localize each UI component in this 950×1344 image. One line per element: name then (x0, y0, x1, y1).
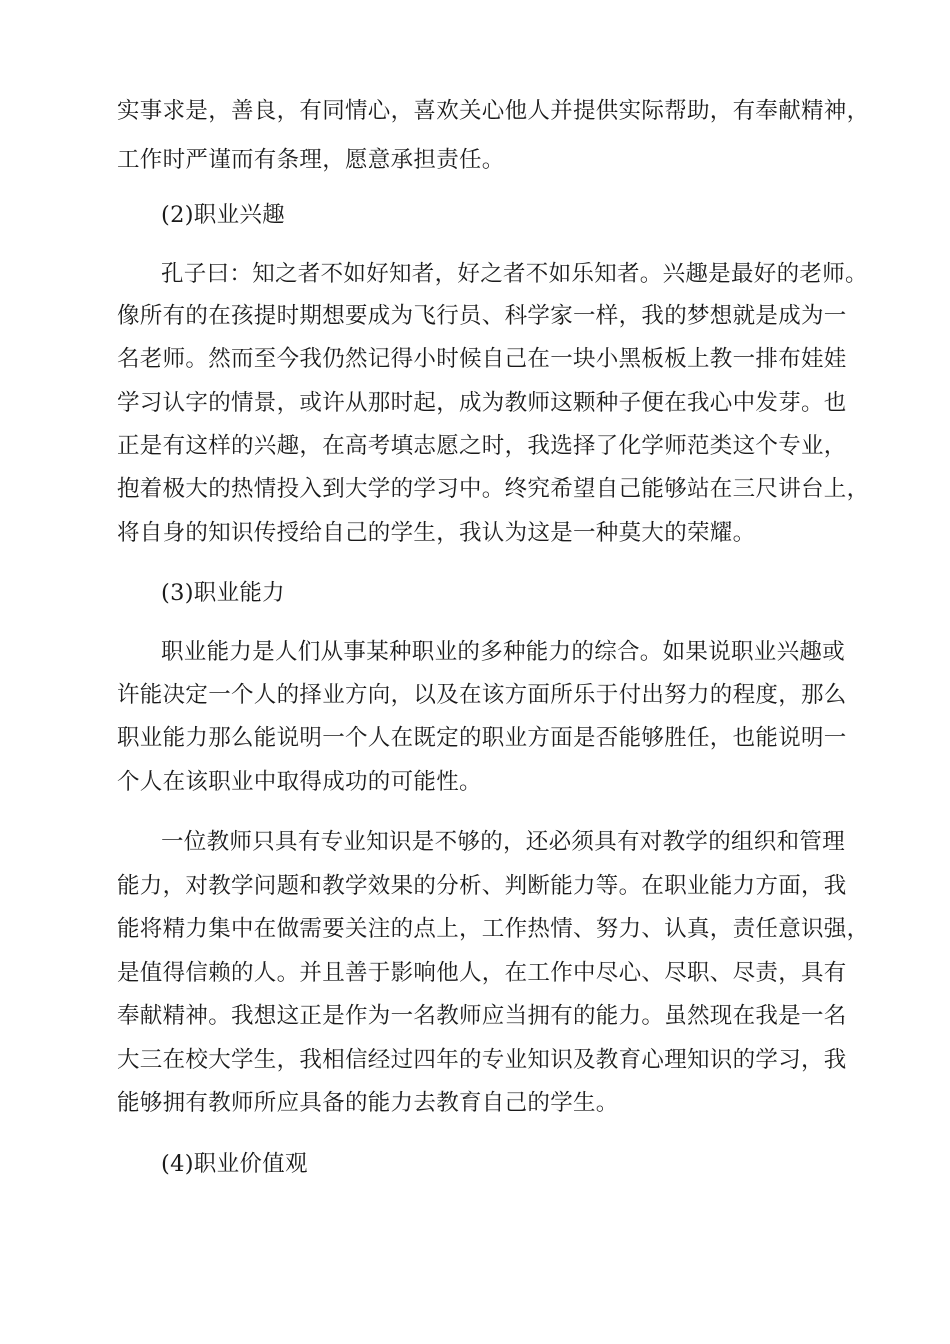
text-line: 工作时严谨而有条理，愿意承担责任。 (117, 147, 505, 173)
text-line: 抱着极大的热情投入到大学的学习中。终究希望自己能够站在三尺讲台上， (117, 476, 870, 502)
text-line: 名老师。然而至今我仍然记得小时候自己在一块小黑板板上教一排布娃娃 (117, 346, 847, 372)
text-line: 正是有这样的兴趣，在高考填志愿之时，我选择了化学师范类这个专业， (117, 433, 847, 459)
text-line: 学习认字的情景，或许从那时起，成为教师这颗种子便在我心中发芽。也 (117, 390, 847, 416)
text-line: 大三在校大学生，我相信经过四年的专业知识及教育心理知识的学习，我 (117, 1047, 847, 1073)
text-line: 职业能力那么能说明一个人在既定的职业方面是否能够胜任，也能说明一 (117, 725, 847, 751)
section-heading: (2)职业兴趣 (161, 202, 285, 228)
text-line: 是值得信赖的人。并且善于影响他人，在工作中尽心、尽职、尽责，具有 (117, 960, 847, 986)
text-line: 能够拥有教师所应具备的能力去教育自己的学生。 (117, 1090, 619, 1116)
text-line: 能力，对教学问题和教学效果的分析、判断能力等。在职业能力方面，我 (117, 873, 847, 899)
text-line: 像所有的在孩提时期想要成为飞行员、科学家一样，我的梦想就是成为一 (117, 303, 847, 329)
text-line: 孔子曰：知之者不如好知者，好之者不如乐知者。兴趣是最好的老师。 (161, 261, 868, 287)
section-heading: (3)职业能力 (161, 580, 285, 606)
text-line: 职业能力是人们从事某种职业的多种能力的综合。如果说职业兴趣或 (161, 639, 846, 665)
text-line: 许能决定一个人的择业方向，以及在该方面所乐于付出努力的程度，那么 (117, 682, 847, 708)
text-line: 实事求是，善良，有同情心，喜欢关心他人并提供实际帮助，有奉献精神， (117, 98, 870, 124)
text-line: 个人在该职业中取得成功的可能性。 (117, 769, 482, 795)
text-line: 奉献精神。我想这正是作为一名教师应当拥有的能力。虽然现在我是一名 (117, 1003, 847, 1029)
text-line: 能将精力集中在做需要关注的点上，工作热情、努力、认真，责任意识强， (117, 916, 870, 942)
section-heading: (4)职业价值观 (161, 1151, 308, 1177)
text-line: 一位教师只具有专业知识是不够的，还必须具有对教学的组织和管理 (161, 829, 846, 855)
text-line: 将自身的知识传授给自己的学生，我认为这是一种莫大的荣耀。 (117, 520, 756, 546)
